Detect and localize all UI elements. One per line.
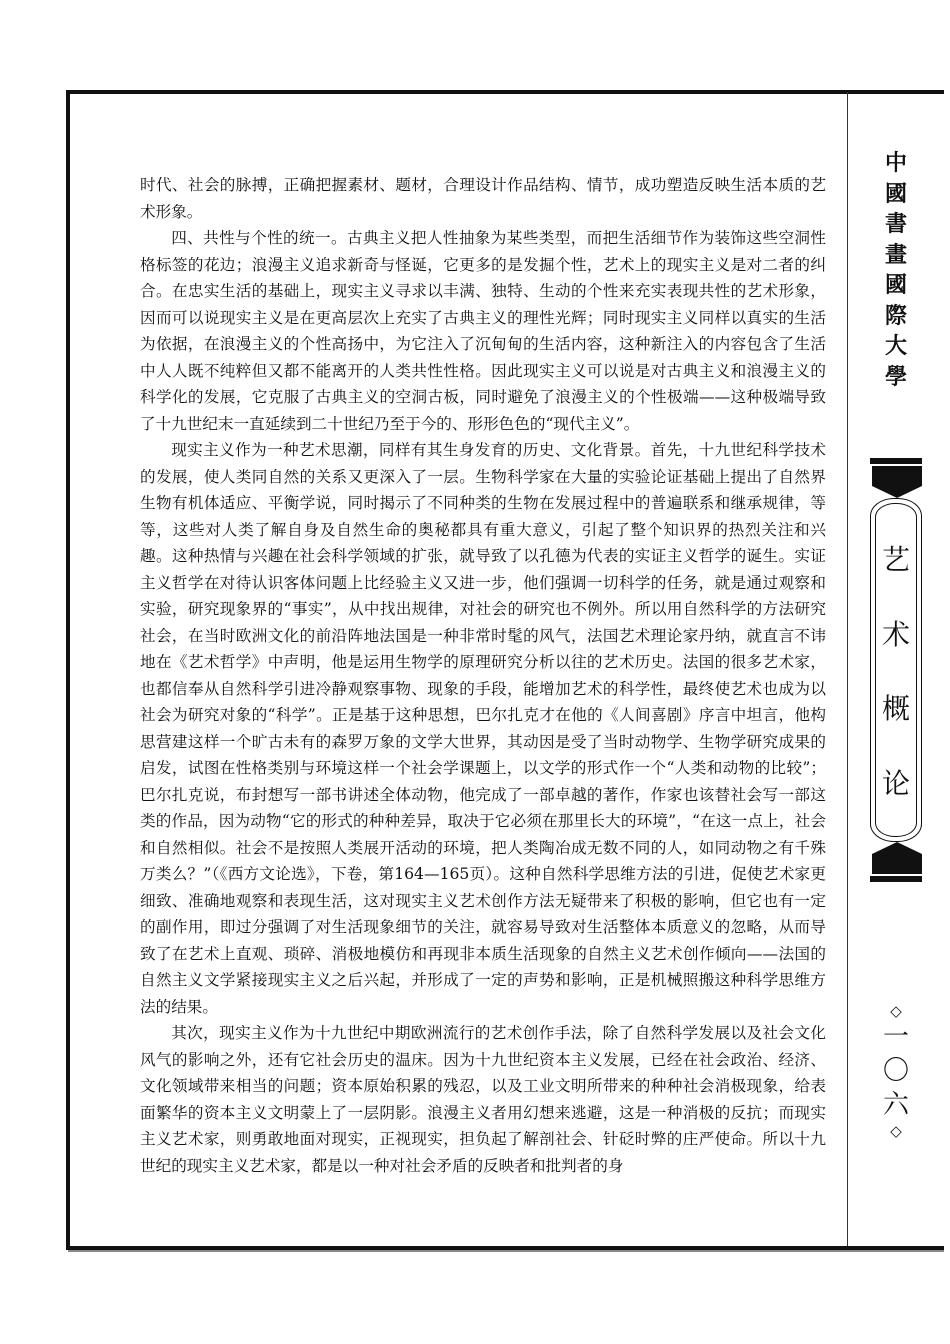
body-text bbox=[140, 172, 826, 1179]
book-title-char: 概 bbox=[881, 692, 910, 726]
paragraph: 四、共性与个性的统一。古典主义把人性抽象为某些类型，而把生活细节作为装饰这些空洞性格标签的花边；浪漫主义追求新奇与怪诞，它更多的是发掘个性，艺术上的现实主义是对二者的纠合。在忠实生活的基础上，现实主义寻求以丰满、独特、生动的个性来充实表现共性的艺术形象，因而可以说现实主义是在更高层次上充实了古典主义的理性光辉；同时现实主义同样以真实的生活为依据，在浪漫主义的个性高扬中，为它注入了沉甸甸的生活内容，这种新注入的内容包含了生活中人人既不纯粹但又都不能离开的人类共性性格。因此现实主义可以说是对古典主义和浪漫主义的科学化的发展，它克服了古典主义的空洞古板，同时避免了浪漫主义的个性极端——这种极端导致了十九世纪末一直延续到二十世纪乃至于今的、形形色色的“现代主义”。 bbox=[140, 229, 826, 433]
ornament-ribbon-top bbox=[872, 466, 922, 498]
publisher-char: 畫 bbox=[884, 241, 907, 268]
ornament-bar-bottom bbox=[870, 876, 922, 882]
page-number bbox=[848, 1002, 944, 1140]
page-number-char: 六 bbox=[882, 1090, 909, 1120]
diamond-icon: ◇ bbox=[890, 1122, 902, 1140]
publisher-char: 學 bbox=[884, 363, 907, 390]
paragraph: 现实主义作为一种艺术思潮，同样有其生身发育的历史、文化背景。首先，十九世纪科学技术的发展，使人类同自然的关系又更深入了一层。生物科学家在大量的实验论证基础上提出了自然界生物有机体适应、平衡学说，同时揭示了不同种类的生物在发展过程中的普遍联系和继承规律，等等，这些对人类了解自身及自然生命的奥秘都具有重大意义，引起了整个知识界的热烈关注和兴趣。这种热情与兴趣在社会科学领域的扩张，就导致了以孔德为代表的实证主义哲学的诞生。实证主义哲学在对待认识客体问题上比经验主义又进一步，他们强调一切科学的任务，就是通过观察和实验，研究现象界的“事实”，从中找出规律，对社会的研究也不例外。所以用自然科学的方法研究社会，在当时欧洲文化的前沿阵地法国是一种非常时髦的风气，法国艺术理论家丹纳，就直言不讳地在《艺术哲学》中声明，他是运用生物学的原理研究分析以往的艺术历史。法国的很多艺术家，也都信奉从自然科学引进冷静观察事物、现象的手段，能增加艺术的科学性，最终使艺术也成为以社会为研究对象的“科学”。正是基于这种思想，巴尔扎克才在他的《人间喜剧》序言中坦言，他构思营建这样一个旷古未有的森罗万象的文学大世界，其动因是受了当时动物学、生物学研究成果的启发，试图在性格类别与环境这样一个社会学课题上，以文学的形式作一个“人类和动物的比较”；巴尔扎克说，布封想写一部书讲述全体动物，他完成了一部卓越的著作，作家也该替社会写一部这类的作品，因为动物“它的形式的种种差异，取决于它必须在那里长大的环境”，“在这一点上，社会和自然相似。社会不是按照人类展开活动的环境，把人类陶冶成无数不同的人，如同动物之有千殊万类么？”（《西方文论选》，下卷，第164—165页）。这种自然科学思维方法的引进，促使艺术家更细致、准确地观察和表现生活，这对现实主义艺术创作方法无疑带来了积极的影响，但它也有一定的副作用，即过分强调了对生活现象细节的关注，就容易导致对生活整体本质意义的忽略，从而导致了在艺术上直观、琐碎、消极地模仿和再现非本质生活现象的自然主义艺术创作倾向——法国的自然主义文学紧接现实主义之后兴起，并形成了一定的声势和影响，正是机械照搬这种科学思维方法的结果。 bbox=[140, 441, 826, 1016]
paragraph-continuation: 时代、社会的脉搏，正确把握素材、题材，合理设计作品结构、情节，成功塑造反映生活本质的艺术形象。 bbox=[140, 176, 826, 221]
book-title bbox=[875, 503, 917, 837]
paragraph: 其次，现实主义作为十九世纪中期欧洲流行的艺术创作手法，除了自然科学发展以及社会文化风气的影响之外，还有它社会历史的温床。因为十九世纪资本主义发展，已经在社会政治、经济、文化领域带来相当的问题；资本原始积累的残忍，以及工业文明所带来的种种社会消极现象，给表面繁华的资本主义文明蒙上了一层阴影。浪漫主义者用幻想来逃避，这是一种消极的反抗；而现实主义艺术家，则勇敢地面对现实，正视现实，担负起了解剖社会、针砭时弊的庄严使命。所以十九世纪的现实主义艺术家，都是以一种对社会矛盾的反映者和批判者的身 bbox=[140, 1024, 826, 1175]
publisher-char: 書 bbox=[884, 211, 907, 237]
sidebar bbox=[848, 92, 944, 1246]
frame-shadow bbox=[68, 1250, 944, 1252]
publisher-char: 中 bbox=[884, 150, 907, 176]
page-number-char: 一 bbox=[882, 1022, 909, 1052]
book-title-char: 术 bbox=[881, 617, 910, 651]
diamond-icon: ◇ bbox=[890, 1002, 902, 1020]
publisher-char: 際 bbox=[884, 302, 907, 329]
book-title-char: 艺 bbox=[881, 543, 910, 577]
ornament-bar-top bbox=[870, 458, 922, 464]
book-title-char: 论 bbox=[881, 766, 910, 800]
page-number-char: 〇 bbox=[882, 1056, 909, 1086]
publisher-char: 大 bbox=[884, 333, 907, 359]
publisher-char: 國 bbox=[884, 272, 907, 298]
publisher-title bbox=[848, 148, 944, 392]
book-title-frame bbox=[870, 498, 922, 842]
publisher-char: 國 bbox=[884, 180, 907, 207]
ornament-ribbon-bottom bbox=[872, 842, 922, 874]
